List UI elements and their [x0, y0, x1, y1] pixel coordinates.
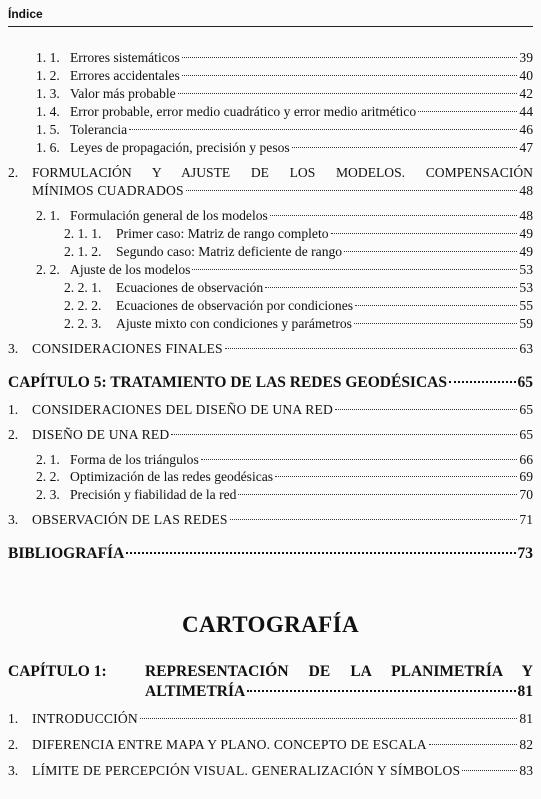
entry-page: 53	[519, 262, 533, 277]
entry-number: 2. 1. 2.	[64, 244, 102, 259]
dot-leader	[292, 147, 518, 148]
toc-entry[interactable]	[64, 226, 533, 242]
toc-entry-continuation[interactable]	[32, 183, 533, 199]
entry-page: 48	[519, 183, 533, 198]
entry-label: Leyes de propagación, precisión y pesos	[70, 140, 290, 155]
toc-entry[interactable]	[36, 262, 533, 278]
dot-leader	[331, 233, 518, 234]
chapter-page: 65	[517, 374, 533, 391]
entry-label: Ajuste mixto con condiciones y parámetros	[116, 316, 352, 331]
entry-page: 65	[519, 402, 533, 417]
toc-entry[interactable]	[64, 280, 533, 296]
dot-leader	[335, 409, 517, 410]
chapter-prefix: CAPÍTULO 1:	[8, 663, 107, 680]
dot-leader	[247, 690, 515, 692]
dot-leader	[192, 269, 517, 270]
entry-page: 66	[519, 452, 533, 467]
toc-entry[interactable]	[36, 122, 533, 138]
toc-entry[interactable]	[8, 427, 533, 443]
toc-entry[interactable]	[8, 512, 533, 528]
entry-number: 2. 3.	[36, 487, 60, 502]
entry-page: 53	[519, 280, 533, 295]
entry-label: Ajuste de los modelos	[70, 262, 191, 277]
entry-label: Optimización de las redes geodésicas	[70, 469, 274, 484]
entry-number: 1. 4.	[36, 104, 60, 119]
chapter-label-line1: REPRESENTACIÓN DE LA PLANIMETRÍA Y	[145, 663, 533, 680]
entry-number: 1. 1.	[36, 50, 60, 65]
entry-page: 81	[519, 711, 533, 726]
dot-leader	[354, 323, 517, 324]
bibliography-page: 73	[517, 545, 533, 562]
header-title: Índice	[8, 7, 43, 21]
toc-entry[interactable]	[36, 68, 533, 84]
toc-entry[interactable]	[36, 140, 533, 156]
chapter-entry[interactable]	[8, 374, 533, 392]
entry-page: 63	[519, 341, 533, 356]
dot-leader	[182, 75, 518, 76]
dot-leader	[449, 381, 516, 383]
chapter-entry-continuation[interactable]	[145, 683, 533, 701]
entry-number: 1.	[8, 402, 19, 417]
entry-page: 39	[519, 50, 533, 65]
entry-number: 2. 2. 1.	[64, 280, 102, 295]
entry-label-line1: FORMULACIÓN Y AJUSTE DE LOS MODELOS. COMPENSACIÓN	[32, 165, 533, 180]
toc-entry[interactable]	[36, 469, 533, 485]
entry-page: 42	[519, 86, 533, 101]
toc-entry[interactable]	[36, 104, 533, 120]
entry-page: 48	[519, 208, 533, 223]
entry-label: Primer caso: Matriz de rango completo	[116, 226, 329, 241]
chapter-label: CAPÍTULO 5: TRATAMIENTO DE LAS REDES GEODÉSICAS	[8, 374, 447, 391]
dot-leader	[182, 57, 518, 58]
dot-leader	[355, 305, 517, 306]
toc-entry[interactable]	[64, 298, 533, 314]
entry-number: 2. 2. 3.	[64, 316, 102, 331]
toc-entry[interactable]	[36, 50, 533, 66]
toc-entry[interactable]	[36, 487, 533, 503]
entry-page: 44	[519, 104, 533, 119]
entry-page: 55	[519, 298, 533, 313]
entry-page: 47	[519, 140, 533, 155]
entry-page: 40	[519, 68, 533, 83]
entry-number: 2.	[8, 427, 19, 442]
page-header	[8, 4, 533, 27]
dot-leader	[225, 348, 518, 349]
entry-page: 71	[519, 512, 533, 527]
entry-label: DIFERENCIA ENTRE MAPA Y PLANO. CONCEPTO DE ESCALA	[32, 737, 427, 752]
entry-label: Forma de los triángulos	[70, 452, 199, 467]
entry-number: 2. 1.	[36, 452, 60, 467]
entry-label: Formulación general de los modelos	[70, 208, 268, 223]
toc-entry[interactable]	[64, 244, 533, 260]
entry-number: 1.	[8, 711, 19, 726]
dot-leader	[462, 770, 517, 771]
entry-label: INTRODUCCIÓN	[32, 711, 138, 726]
entry-page: 49	[519, 226, 533, 241]
entry-label: Segundo caso: Matriz deficiente de rango	[116, 244, 343, 259]
bibliography-label: BIBLIOGRAFÍA	[8, 545, 125, 562]
entry-page: 83	[519, 763, 533, 778]
dot-leader	[344, 251, 517, 252]
entry-number: 2. 2. 2.	[64, 298, 102, 313]
dot-leader	[270, 215, 518, 216]
toc-entry[interactable]	[8, 711, 533, 727]
chapter-label-line2: ALTIMETRÍA	[145, 683, 246, 700]
entry-label: CONSIDERACIONES DEL DISEÑO DE UNA RED	[32, 402, 334, 417]
entry-page: 59	[519, 316, 533, 331]
dot-leader	[201, 459, 518, 460]
entry-page: 70	[519, 487, 533, 502]
entry-number: 2. 1. 1.	[64, 226, 102, 241]
entry-page: 82	[519, 737, 533, 752]
entry-page: 46	[519, 122, 533, 137]
chapter-entry[interactable]	[8, 663, 533, 681]
entry-number: 2. 2.	[36, 469, 60, 484]
toc-entry[interactable]	[36, 452, 533, 468]
entry-number: 1. 3.	[36, 86, 60, 101]
toc-entry[interactable]	[8, 402, 533, 418]
entry-label: LÍMITE DE PERCEPCIÓN VISUAL. GENERALIZACIÓN Y SÍMBOLOS	[32, 763, 461, 778]
dot-leader	[178, 93, 518, 94]
entry-label: Errores sistemáticos	[70, 50, 180, 65]
dot-leader	[171, 434, 517, 435]
entry-label: Error probable, error medio cuadrático y error medio aritmético	[70, 104, 417, 119]
entry-number: 2.	[8, 737, 19, 752]
dot-leader	[230, 519, 518, 520]
entry-number: 1. 5.	[36, 122, 60, 137]
dot-leader	[265, 287, 517, 288]
toc-entry[interactable]	[36, 208, 533, 224]
entry-number: 3.	[8, 512, 19, 527]
toc-entry[interactable]	[8, 165, 533, 181]
entry-page: 69	[519, 469, 533, 484]
entry-label: CONSIDERACIONES FINALES	[32, 341, 223, 356]
dot-leader	[140, 718, 518, 719]
toc-entry[interactable]	[36, 86, 533, 102]
entry-number: 1. 6.	[36, 140, 60, 155]
entry-label: MÍNIMOS CUADRADOS	[32, 183, 184, 198]
toc-entry[interactable]	[8, 763, 533, 779]
dot-leader	[186, 190, 518, 191]
dot-leader	[429, 744, 518, 745]
toc-entry[interactable]	[8, 341, 533, 357]
chapter-page: 81	[517, 683, 533, 700]
entry-label: Ecuaciones de observación por condiciones	[116, 298, 354, 313]
entry-number: 3.	[8, 763, 19, 778]
entry-number: 3.	[8, 341, 19, 356]
entry-label: Precisión y fiabilidad de la red	[70, 487, 237, 502]
entry-label: Ecuaciones de observación	[116, 280, 264, 295]
entry-label: OBSERVACIÓN DE LAS REDES	[32, 512, 228, 527]
dot-leader	[418, 111, 517, 112]
entry-label: Tolerancia	[70, 122, 128, 137]
entry-number: 1. 2.	[36, 68, 60, 83]
dot-leader	[238, 494, 517, 495]
entry-number: 2. 2.	[36, 262, 60, 277]
entry-page: 65	[519, 427, 533, 442]
section-title: CARTOGRAFÍA	[182, 612, 359, 637]
entry-label: Valor más probable	[70, 86, 176, 101]
dot-leader	[126, 552, 515, 554]
entry-number: 2.	[8, 165, 19, 180]
entry-page: 49	[519, 244, 533, 259]
entry-label: Errores accidentales	[70, 68, 180, 83]
entry-label: DISEÑO DE UNA RED	[32, 427, 170, 442]
bibliography-entry[interactable]	[8, 545, 533, 563]
toc-entry[interactable]	[8, 737, 533, 753]
dot-leader	[275, 476, 517, 477]
entry-number: 2. 1.	[36, 208, 60, 223]
toc-entry[interactable]	[64, 316, 533, 332]
dot-leader	[129, 129, 517, 130]
